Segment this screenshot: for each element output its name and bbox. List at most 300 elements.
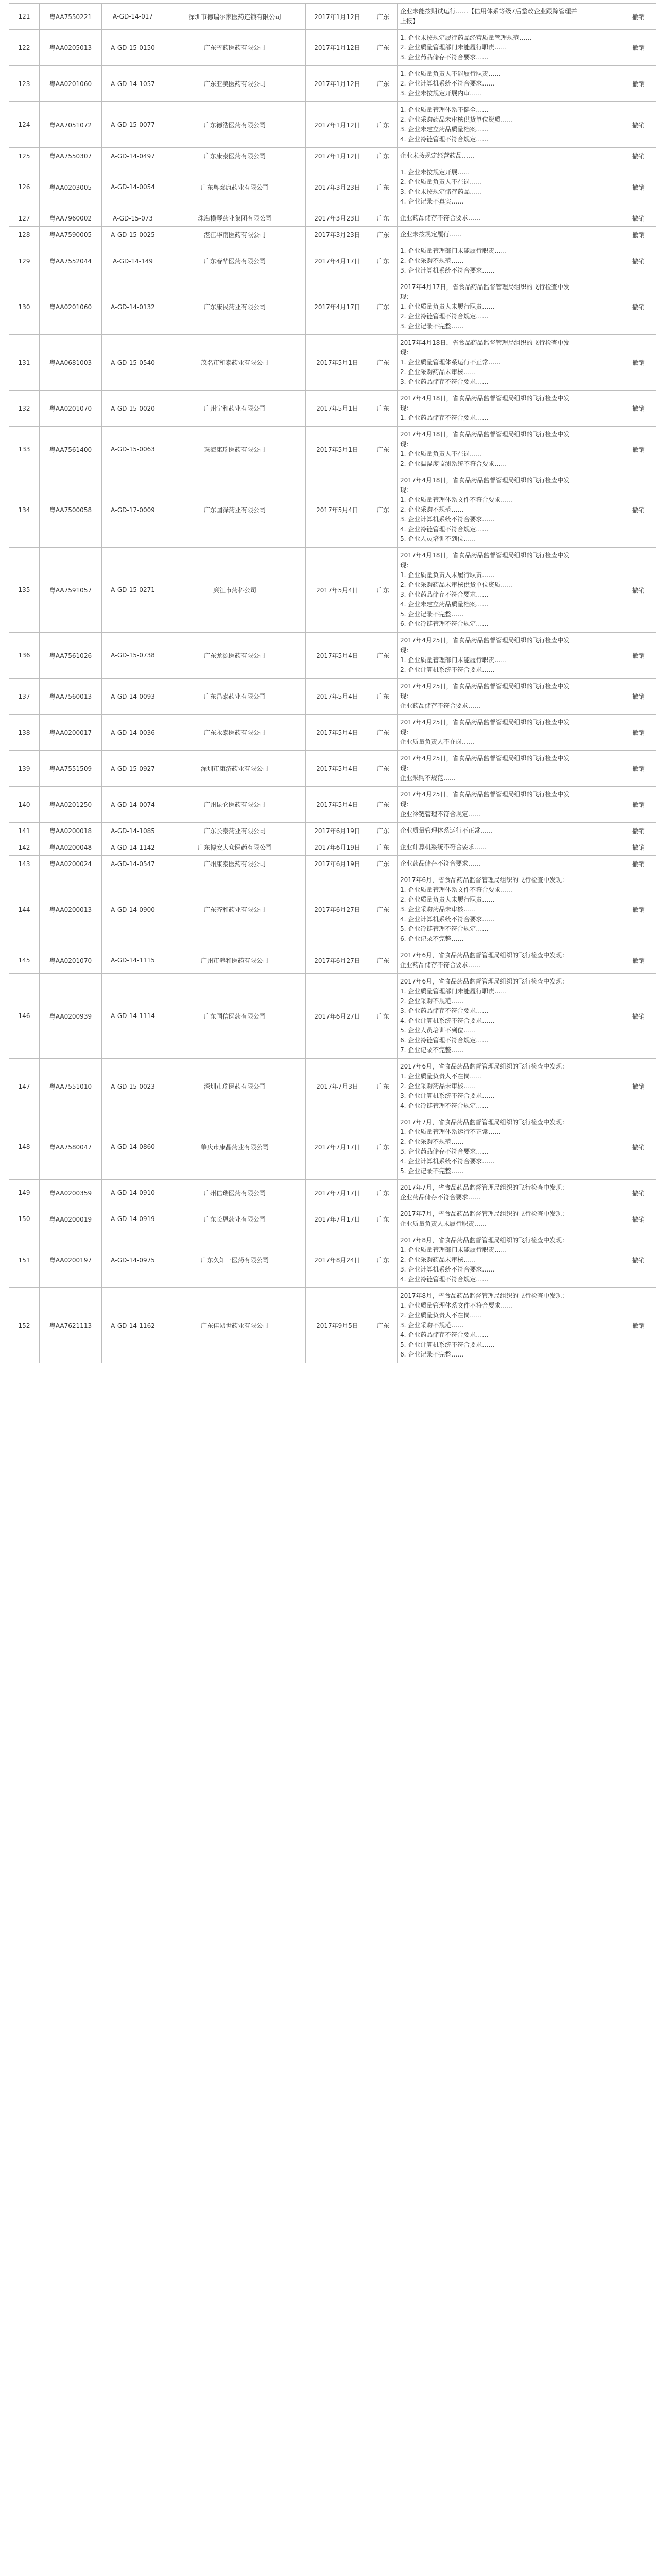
violation-line: 1. 企业质量管理体系运行不正常……	[400, 359, 501, 366]
company-name: 廉江市药科公司	[164, 548, 306, 633]
company-name: 广东昌泰药业有限公司	[164, 679, 306, 715]
violation-line: 2. 企业质量管理部门未能履行职责……	[400, 44, 507, 51]
certificate-number: 粤AA7561026	[40, 633, 102, 679]
company-name: 广东国泽药业有限公司	[164, 472, 306, 548]
violation-line: 4. 企业计算机系统不符合要求……	[400, 1017, 495, 1024]
row-number: 124	[9, 102, 40, 148]
violation-description	[398, 1288, 584, 1363]
certification-code: A-GD-15-0023	[102, 1059, 164, 1114]
violation-line: 2. 企业冷链管理不符合规定……	[400, 313, 489, 320]
company-name: 广东春华医药有限公司	[164, 243, 306, 279]
violation-line: 1. 企业质量负责人未履行职责……	[400, 303, 495, 310]
violation-line: 4. 企业计算机系统不符合要求……	[400, 1158, 495, 1165]
row-number: 121	[9, 4, 40, 30]
violation-description	[398, 1180, 584, 1206]
violation-line: 3. 企业计算机系统不符合要求……	[400, 267, 495, 274]
violation-line: 6. 企业冷链管理不符合规定……	[400, 1037, 489, 1044]
violation-line: 2017年4月25日，省食品药品监督管理局组织的飞行检查中发现：	[400, 637, 570, 654]
province: 广东	[369, 839, 398, 856]
violation-line: 3. 企业计算机系统不符合要求……	[400, 1266, 495, 1273]
certificate-number: 粤AA7550307	[40, 148, 102, 164]
action-taken: 撤销	[584, 4, 656, 30]
certification-code: A-GD-15-0927	[102, 751, 164, 787]
action-taken: 撤销	[584, 1232, 656, 1288]
violation-line: 企业计算机系统不符合要求……	[400, 843, 487, 851]
table-row	[9, 947, 656, 974]
table-row	[9, 548, 656, 633]
violation-line: 2. 企业采购不规范……	[400, 997, 464, 1005]
violation-line: 5. 企业人员培训不到位……	[400, 1027, 476, 1034]
certificate-number: 粤AA7621113	[40, 1288, 102, 1363]
violation-description	[398, 391, 584, 427]
violation-line: 企业冷链管理不符合规定……	[400, 810, 481, 818]
violation-description	[398, 856, 584, 872]
table-row	[9, 1114, 656, 1180]
company-name: 广东博安大众医药有限公司	[164, 839, 306, 856]
violation-line: 2. 企业采购不规范……	[400, 506, 464, 513]
certification-code: A-GD-14-0860	[102, 1114, 164, 1180]
table-row	[9, 427, 656, 472]
violation-line: 2017年8月，省食品药品监督管理局组织的飞行检查中发现：	[400, 1236, 568, 1244]
certificate-number: 粤AA7551509	[40, 751, 102, 787]
violation-description	[398, 839, 584, 856]
action-taken: 撤销	[584, 715, 656, 751]
violation-description	[398, 66, 584, 102]
decision-date: 2017年1月12日	[306, 66, 369, 102]
row-number: 147	[9, 1059, 40, 1114]
certificate-number: 粤AA0200048	[40, 839, 102, 856]
violation-line: 企业药品储存不符合要求……	[400, 860, 481, 867]
certification-code: A-GD-15-0077	[102, 102, 164, 148]
action-taken: 撤销	[584, 472, 656, 548]
violation-line: 企业质量负责人不在岗……	[400, 738, 475, 745]
violation-line: 2017年4月18日，省食品药品监督管理局组织的飞行检查中发现：	[400, 395, 570, 412]
certificate-number: 粤AA7551010	[40, 1059, 102, 1114]
violation-line: 2. 企业质量负责人未履行职责……	[400, 896, 495, 903]
violation-line: 4. 企业冷链管理不符合规定……	[400, 1276, 489, 1283]
certification-code: A-GD-14-0547	[102, 856, 164, 872]
violation-line: 企业药品储存不符合要求……	[400, 702, 481, 709]
company-name: 广州市养和医药有限公司	[164, 947, 306, 974]
violation-description	[398, 787, 584, 823]
row-number: 123	[9, 66, 40, 102]
violation-line: 3. 企业药品储存不符合要求……	[400, 591, 489, 598]
action-taken: 撤销	[584, 1114, 656, 1180]
certificate-number: 粤AA7500058	[40, 472, 102, 548]
province: 广东	[369, 164, 398, 210]
row-number: 145	[9, 947, 40, 974]
row-number: 152	[9, 1288, 40, 1363]
company-name: 广东齐和药业有限公司	[164, 872, 306, 947]
decision-date: 2017年4月17日	[306, 279, 369, 335]
table-row	[9, 1059, 656, 1114]
company-name: 广东粤泰康药业有限公司	[164, 164, 306, 210]
violation-line: 1. 企业未按规定开展……	[400, 168, 470, 176]
action-taken: 撤销	[584, 391, 656, 427]
decision-date: 2017年5月4日	[306, 751, 369, 787]
violation-description	[398, 823, 584, 839]
company-name: 广东国信医药有限公司	[164, 974, 306, 1059]
table-row	[9, 1206, 656, 1232]
action-taken: 撤销	[584, 856, 656, 872]
certification-code: A-GD-14-1057	[102, 66, 164, 102]
action-taken: 撤销	[584, 427, 656, 472]
decision-date: 2017年1月12日	[306, 30, 369, 66]
violation-description	[398, 751, 584, 787]
certification-code: A-GD-14-1085	[102, 823, 164, 839]
violation-line: 2017年4月18日，省食品药品监督管理局组织的飞行检查中发现：	[400, 431, 570, 448]
certification-code: A-GD-15-073	[102, 210, 164, 227]
table-row	[9, 787, 656, 823]
action-taken: 撤销	[584, 210, 656, 227]
violation-line: 企业药品储存不符合要求……	[400, 961, 481, 969]
table-row	[9, 472, 656, 548]
certification-code: A-GD-17-0009	[102, 472, 164, 548]
row-number: 137	[9, 679, 40, 715]
action-taken: 撤销	[584, 839, 656, 856]
table-row	[9, 856, 656, 872]
certification-code: A-GD-15-0738	[102, 633, 164, 679]
decision-date: 2017年5月1日	[306, 427, 369, 472]
violation-line: 2017年4月25日，省食品药品监督管理局组织的飞行检查中发现：	[400, 755, 570, 772]
action-taken: 撤销	[584, 279, 656, 335]
action-taken: 撤销	[584, 243, 656, 279]
decision-date: 2017年3月23日	[306, 210, 369, 227]
violation-line: 4. 企业冷链管理不符合规定……	[400, 1102, 489, 1109]
company-name: 广州宁和药业有限公司	[164, 391, 306, 427]
certificate-number: 粤AA0200013	[40, 872, 102, 947]
violation-line: 6. 企业冷链管理不符合规定……	[400, 620, 489, 628]
violation-line: 5. 企业记录不完整……	[400, 611, 464, 618]
violation-line: 2017年7月，省食品药品监督管理局组织的飞行检查中发现：	[400, 1210, 568, 1217]
violation-line: 5. 企业记录不完整……	[400, 1167, 464, 1175]
certification-code: A-GD-14-149	[102, 243, 164, 279]
violation-line: 4. 企业药品储存不符合要求……	[400, 1331, 489, 1338]
province: 广东	[369, 4, 398, 30]
decision-date: 2017年5月4日	[306, 715, 369, 751]
province: 广东	[369, 391, 398, 427]
certificate-number: 粤AA0203005	[40, 164, 102, 210]
violation-description	[398, 4, 584, 30]
document	[9, 3, 647, 1363]
province: 广东	[369, 1288, 398, 1363]
table-row	[9, 66, 656, 102]
row-number: 144	[9, 872, 40, 947]
certificate-number: 粤AA7561400	[40, 427, 102, 472]
violation-line: 1. 企业质量管理体系不健全……	[400, 106, 489, 113]
decision-date: 2017年7月17日	[306, 1180, 369, 1206]
province: 广东	[369, 751, 398, 787]
table-row	[9, 633, 656, 679]
company-name: 广东久知一医药有限公司	[164, 1232, 306, 1288]
violation-line: 2. 企业采购药品未审核……	[400, 1082, 476, 1090]
province: 广东	[369, 823, 398, 839]
violation-description	[398, 679, 584, 715]
province: 广东	[369, 1232, 398, 1288]
action-taken: 撤销	[584, 633, 656, 679]
violation-line: 2. 企业采购不规范……	[400, 257, 464, 264]
certification-code: A-GD-14-0036	[102, 715, 164, 751]
certification-code: A-GD-14-1162	[102, 1288, 164, 1363]
violation-line: 3. 企业药品储存不符合要求……	[400, 1007, 489, 1014]
revocation-table	[9, 3, 656, 1363]
violation-line: 企业未能按期试运行……【信用体系等级7后整改企业跟踪管理并上报】	[400, 8, 577, 25]
table-row	[9, 974, 656, 1059]
province: 广东	[369, 66, 398, 102]
row-number: 129	[9, 243, 40, 279]
table-row	[9, 823, 656, 839]
table-body	[9, 4, 656, 1363]
table-row	[9, 30, 656, 66]
certificate-number: 粤AA0200197	[40, 1232, 102, 1288]
company-name: 湛江华南医药有限公司	[164, 227, 306, 243]
violation-description	[398, 243, 584, 279]
violation-line: 3. 企业药品储存不符合要求……	[400, 54, 489, 61]
violation-description	[398, 148, 584, 164]
violation-line: 1. 企业质量管理部门未能履行职责……	[400, 1246, 507, 1253]
violation-description	[398, 472, 584, 548]
violation-line: 企业质量管理体系运行不正常……	[400, 827, 493, 834]
decision-date: 2017年6月19日	[306, 823, 369, 839]
violation-description	[398, 947, 584, 974]
certificate-number: 粤AA0681003	[40, 335, 102, 391]
violation-line: 3. 企业未建立药品质量档案……	[400, 126, 489, 133]
action-taken: 撤销	[584, 823, 656, 839]
action-taken: 撤销	[584, 335, 656, 391]
province: 广东	[369, 1059, 398, 1114]
violation-description	[398, 1232, 584, 1288]
violation-line: 5. 企业人员培训不到位……	[400, 535, 476, 543]
company-name: 广东佳易世药业有限公司	[164, 1288, 306, 1363]
certificate-number: 粤AA7051072	[40, 102, 102, 148]
province: 广东	[369, 472, 398, 548]
province: 广东	[369, 548, 398, 633]
table-row	[9, 210, 656, 227]
certification-code: A-GD-15-0540	[102, 335, 164, 391]
violation-description	[398, 210, 584, 227]
violation-line: 4. 企业冷链管理不符合规定……	[400, 135, 489, 143]
violation-line: 1. 企业质量负责人未履行职责……	[400, 571, 495, 579]
certificate-number: 粤AA0200018	[40, 823, 102, 839]
company-name: 深圳市康济药业有限公司	[164, 751, 306, 787]
company-name: 广州昆仑医药有限公司	[164, 787, 306, 823]
province: 广东	[369, 30, 398, 66]
decision-date: 2017年6月19日	[306, 839, 369, 856]
certificate-number: 粤AA0201250	[40, 787, 102, 823]
province: 广东	[369, 679, 398, 715]
certificate-number: 粤AA7560013	[40, 679, 102, 715]
violation-line: 企业药品储存不符合要求……	[400, 1194, 481, 1201]
province: 广东	[369, 210, 398, 227]
violation-line: 1. 企业药品储存不符合要求……	[400, 414, 489, 421]
row-number: 149	[9, 1180, 40, 1206]
row-number: 126	[9, 164, 40, 210]
violation-line: 4. 企业计算机系统不符合要求……	[400, 916, 495, 923]
violation-line: 1. 企业质量负责人不能履行职责……	[400, 70, 501, 77]
decision-date: 2017年1月12日	[306, 102, 369, 148]
certification-code: A-GD-14-1115	[102, 947, 164, 974]
violation-line: 企业药品储存不符合要求……	[400, 214, 481, 222]
company-name: 广东康民药业有限公司	[164, 279, 306, 335]
violation-line: 3. 企业计算机系统不符合要求……	[400, 516, 495, 523]
violation-line: 2017年4月25日，省食品药品监督管理局组织的飞行检查中发现：	[400, 791, 570, 808]
province: 广东	[369, 787, 398, 823]
certification-code: A-GD-14-017	[102, 4, 164, 30]
row-number: 142	[9, 839, 40, 856]
company-name: 广东长恩药业有限公司	[164, 1206, 306, 1232]
certificate-number: 粤AA0201060	[40, 279, 102, 335]
company-name: 广东长泰药业有限公司	[164, 823, 306, 839]
action-taken: 撤销	[584, 548, 656, 633]
action-taken: 撤销	[584, 227, 656, 243]
violation-description	[398, 974, 584, 1059]
action-taken: 撤销	[584, 679, 656, 715]
violation-line: 1. 企业质量管理体系文件不符合要求……	[400, 1302, 513, 1309]
province: 广东	[369, 974, 398, 1059]
certificate-number: 粤AA7552044	[40, 243, 102, 279]
action-taken: 撤销	[584, 872, 656, 947]
table-row	[9, 839, 656, 856]
action-taken: 撤销	[584, 30, 656, 66]
table-row	[9, 751, 656, 787]
decision-date: 2017年9月5日	[306, 1288, 369, 1363]
certificate-number: 粤AA0200017	[40, 715, 102, 751]
violation-line: 4. 企业记录不真实……	[400, 198, 464, 205]
company-name: 广州信瑞医药有限公司	[164, 1180, 306, 1206]
violation-description	[398, 715, 584, 751]
table-row	[9, 1232, 656, 1288]
violation-description	[398, 633, 584, 679]
province: 广东	[369, 427, 398, 472]
table-row	[9, 872, 656, 947]
row-number: 128	[9, 227, 40, 243]
table-row	[9, 243, 656, 279]
certificate-number: 粤AA0205013	[40, 30, 102, 66]
violation-line: 2017年4月25日，省食品药品监督管理局组织的飞行检查中发现：	[400, 719, 570, 736]
action-taken: 撤销	[584, 102, 656, 148]
table-row	[9, 1288, 656, 1363]
certification-code: A-GD-14-1142	[102, 839, 164, 856]
certificate-number: 粤AA0201060	[40, 66, 102, 102]
certification-code: A-GD-15-0025	[102, 227, 164, 243]
row-number: 131	[9, 335, 40, 391]
violation-description	[398, 102, 584, 148]
company-name: 广州康泰医药有限公司	[164, 856, 306, 872]
certification-code: A-GD-15-0271	[102, 548, 164, 633]
certification-code: A-GD-14-0919	[102, 1206, 164, 1232]
violation-line: 1. 企业质量负责人不在岗……	[400, 450, 482, 457]
action-taken: 撤销	[584, 148, 656, 164]
certification-code: A-GD-15-0150	[102, 30, 164, 66]
row-number: 135	[9, 548, 40, 633]
row-number: 143	[9, 856, 40, 872]
company-name: 茂名市和泰药业有限公司	[164, 335, 306, 391]
company-name: 深圳市德瑞尔家医药连锁有限公司	[164, 4, 306, 30]
certification-code: A-GD-14-0497	[102, 148, 164, 164]
certificate-number: 粤AA7960002	[40, 210, 102, 227]
violation-line: 2. 企业采购药品未审核……	[400, 1256, 476, 1263]
violation-description	[398, 227, 584, 243]
row-number: 136	[9, 633, 40, 679]
row-number: 151	[9, 1232, 40, 1288]
violation-description	[398, 1114, 584, 1180]
row-number: 132	[9, 391, 40, 427]
violation-line: 1. 企业质量管理部门未能履行职责……	[400, 247, 507, 255]
violation-line: 2017年4月18日，省食品药品监督管理局组织的飞行检查中发现：	[400, 552, 570, 569]
company-name: 广东省药医药有限公司	[164, 30, 306, 66]
table-row	[9, 391, 656, 427]
row-number: 138	[9, 715, 40, 751]
action-taken: 撤销	[584, 1180, 656, 1206]
action-taken: 撤销	[584, 947, 656, 974]
violation-line: 2. 企业计算机系统不符合要求……	[400, 666, 495, 673]
violation-line: 3. 企业计算机系统不符合要求……	[400, 1092, 495, 1099]
violation-line: 3. 企业药品储存不符合要求……	[400, 1148, 489, 1155]
decision-date: 2017年5月4日	[306, 633, 369, 679]
company-name: 肇庆市康晶药业有限公司	[164, 1114, 306, 1180]
violation-line: 2. 企业采购药品未审核……	[400, 368, 476, 376]
violation-line: 2017年6月，省食品药品监督管理局组织的飞行检查中发现：	[400, 876, 568, 884]
violation-line: 2017年7月，省食品药品监督管理局组织的飞行检查中发现：	[400, 1184, 568, 1191]
violation-line: 3. 企业未按规定储存药品……	[400, 188, 482, 195]
violation-line: 2017年4月17日，省食品药品监督管理局组织的飞行检查中发现：	[400, 283, 570, 300]
decision-date: 2017年7月3日	[306, 1059, 369, 1114]
certification-code: A-GD-14-0900	[102, 872, 164, 947]
certificate-number: 粤AA7580047	[40, 1114, 102, 1180]
decision-date: 2017年1月12日	[306, 148, 369, 164]
decision-date: 2017年5月4日	[306, 548, 369, 633]
certificate-number: 粤AA7550221	[40, 4, 102, 30]
province: 广东	[369, 715, 398, 751]
certificate-number: 粤AA7590005	[40, 227, 102, 243]
action-taken: 撤销	[584, 1206, 656, 1232]
certification-code: A-GD-14-0975	[102, 1232, 164, 1288]
province: 广东	[369, 102, 398, 148]
certification-code: A-GD-15-0063	[102, 427, 164, 472]
province: 广东	[369, 227, 398, 243]
violation-line: 企业质量负责人未履行职责……	[400, 1220, 487, 1227]
table-row	[9, 335, 656, 391]
violation-line: 4. 企业未建立药品质量档案……	[400, 601, 489, 608]
company-name: 广东永泰医药有限公司	[164, 715, 306, 751]
decision-date: 2017年7月17日	[306, 1114, 369, 1180]
certification-code: A-GD-14-0054	[102, 164, 164, 210]
certificate-number: 粤AA0201070	[40, 947, 102, 974]
decision-date: 2017年8月24日	[306, 1232, 369, 1288]
certification-code: A-GD-14-0132	[102, 279, 164, 335]
violation-line: 2. 企业质量负责人不在岗……	[400, 178, 482, 185]
company-name: 深圳市瑞医药有限公司	[164, 1059, 306, 1114]
decision-date: 2017年5月4日	[306, 472, 369, 548]
violation-line: 2017年4月18日，省食品药品监督管理局组织的飞行检查中发现：	[400, 339, 570, 356]
action-taken: 撤销	[584, 974, 656, 1059]
decision-date: 2017年4月17日	[306, 243, 369, 279]
action-taken: 撤销	[584, 1059, 656, 1114]
table-row	[9, 227, 656, 243]
violation-line: 2017年6月，省食品药品监督管理局组织的飞行检查中发现：	[400, 952, 568, 959]
decision-date: 2017年3月23日	[306, 227, 369, 243]
table-row	[9, 164, 656, 210]
violation-line: 7. 企业记录不完整……	[400, 1046, 464, 1054]
certification-code: A-GD-14-0093	[102, 679, 164, 715]
row-number: 141	[9, 823, 40, 839]
decision-date: 2017年6月27日	[306, 974, 369, 1059]
province: 广东	[369, 243, 398, 279]
violation-line: 2. 企业采购不规范……	[400, 1138, 464, 1145]
company-name: 广东康泰医药有限公司	[164, 148, 306, 164]
violation-line: 5. 企业计算机系统不符合要求……	[400, 1341, 495, 1348]
table-row	[9, 102, 656, 148]
